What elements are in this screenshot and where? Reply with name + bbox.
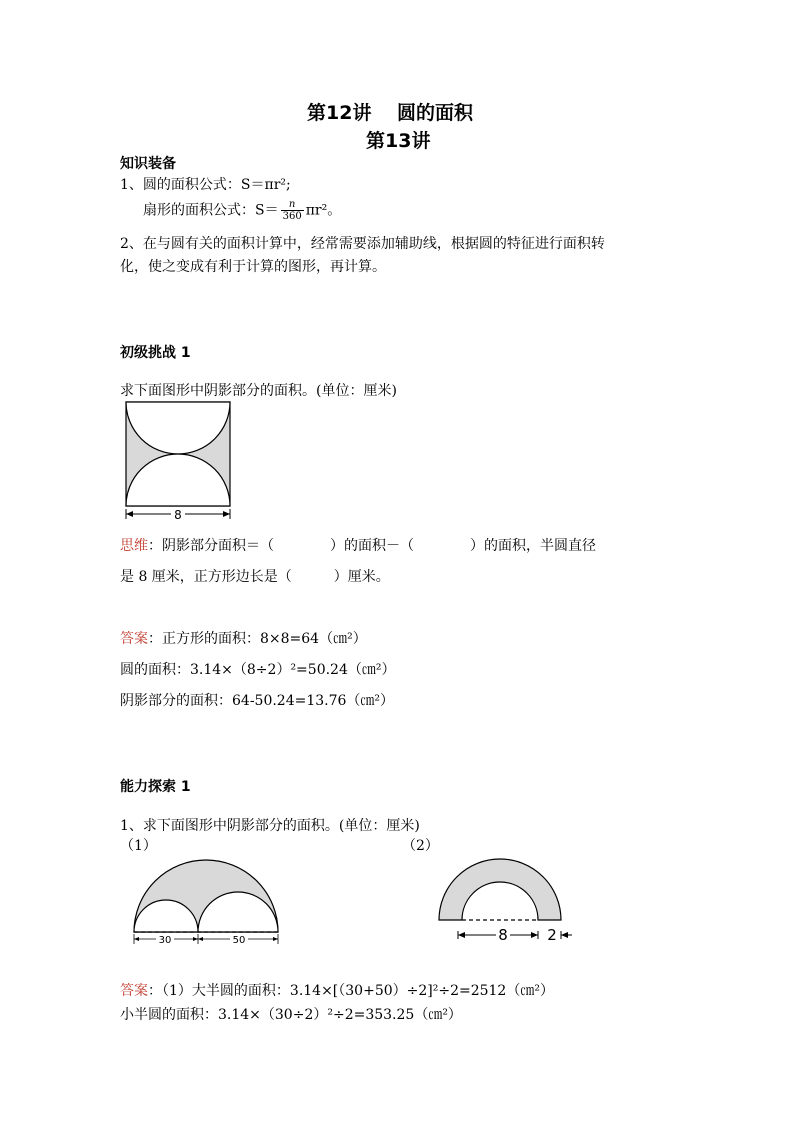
- dim-arrow: [198, 937, 203, 941]
- sector-fraction: [281, 199, 304, 222]
- challenge1-hint-line1: [120, 535, 596, 555]
- answer-text-1: ：正方形的面积：8×8=64（㎝²）: [148, 631, 367, 647]
- dim-arrow: [193, 937, 198, 941]
- dim-arrow: [134, 937, 139, 941]
- square-semicircles-figure: [120, 398, 240, 526]
- explore1-answer-line1: [120, 980, 554, 1000]
- dimension-arrow-left: [126, 511, 133, 517]
- square-side-label: 8: [174, 508, 182, 522]
- hint-label: 思维: [120, 538, 148, 554]
- challenge1-question: 求下面图形中阴影部分的面积。(单位：厘米): [120, 383, 397, 399]
- explore1-answer-line2: 小半圆的面积：3.14×（30÷2）²÷2=353.25（㎝²）: [120, 1007, 462, 1023]
- page-title: 第12讲 圆的面积: [307, 102, 474, 124]
- answer-label: 答案: [120, 631, 148, 647]
- sector-area-formula: [143, 199, 341, 222]
- dim-arrow: [458, 932, 465, 938]
- dimension-label-8: 8: [498, 926, 508, 944]
- figure2-label: （2）: [402, 838, 439, 854]
- dimension-label-50: 50: [232, 935, 246, 946]
- answer-text-1: ：（1）大半圆的面积：3.14×[（30+50）÷2]²÷2=2512（㎝²）: [148, 983, 554, 999]
- challenge1-heading: 初级挑战 1: [120, 345, 191, 361]
- page-subtitle: 第13讲: [366, 130, 431, 152]
- challenge1-answer-line1: [120, 628, 367, 648]
- explore1-question: 1、求下面图形中阴影部分的面积。(单位：厘米): [120, 818, 420, 834]
- figure1-label: （1）: [120, 838, 157, 854]
- ring-shape: [439, 859, 561, 920]
- sector-formula-prefix: 扇形的面积公式：S＝: [143, 202, 279, 219]
- sector-formula-suffix: πr²。: [305, 202, 342, 219]
- challenge1-answer-line3: 阴影部分的面积：64-50.24=13.76（㎝²）: [120, 693, 395, 709]
- fraction-denominator: 360: [282, 211, 302, 222]
- challenge1-hint-line2: 是 8 厘米，正方形边长是（ ）厘米。: [120, 569, 390, 585]
- dimension-label-2: 2: [547, 926, 557, 944]
- challenge1-answer-line2: 圆的面积：3.14×（8÷2）²=50.24（㎝²）: [120, 662, 396, 678]
- dim-arrow: [561, 932, 568, 938]
- semicircle-figure-1: [126, 850, 286, 950]
- hint-text-a: ：阴影部分面积＝（ ）的面积－（ ）的面积，半圆直径: [148, 538, 596, 554]
- semicircle-ring-figure-2: [432, 850, 582, 950]
- answer-label: 答案: [120, 983, 148, 999]
- fraction-numerator: n: [281, 199, 304, 211]
- circle-area-formula: 1、圆的面积公式：S＝πr²;: [120, 177, 291, 193]
- dim-arrow: [273, 937, 278, 941]
- dim-arrow: [531, 932, 538, 938]
- knowledge-heading: 知识装备: [120, 156, 176, 172]
- dimension-arrow-right: [223, 511, 230, 517]
- dimension-label-30: 30: [158, 935, 172, 946]
- explore1-heading: 能力探索 1: [120, 779, 191, 795]
- knowledge-paragraph-line2: 化，使之变成有利于计算的图形，再计算。: [120, 259, 386, 275]
- knowledge-paragraph-line1: 2、在与圆有关的面积计算中，经常需要添加辅助线，根据圆的特征进行面积转: [120, 236, 605, 252]
